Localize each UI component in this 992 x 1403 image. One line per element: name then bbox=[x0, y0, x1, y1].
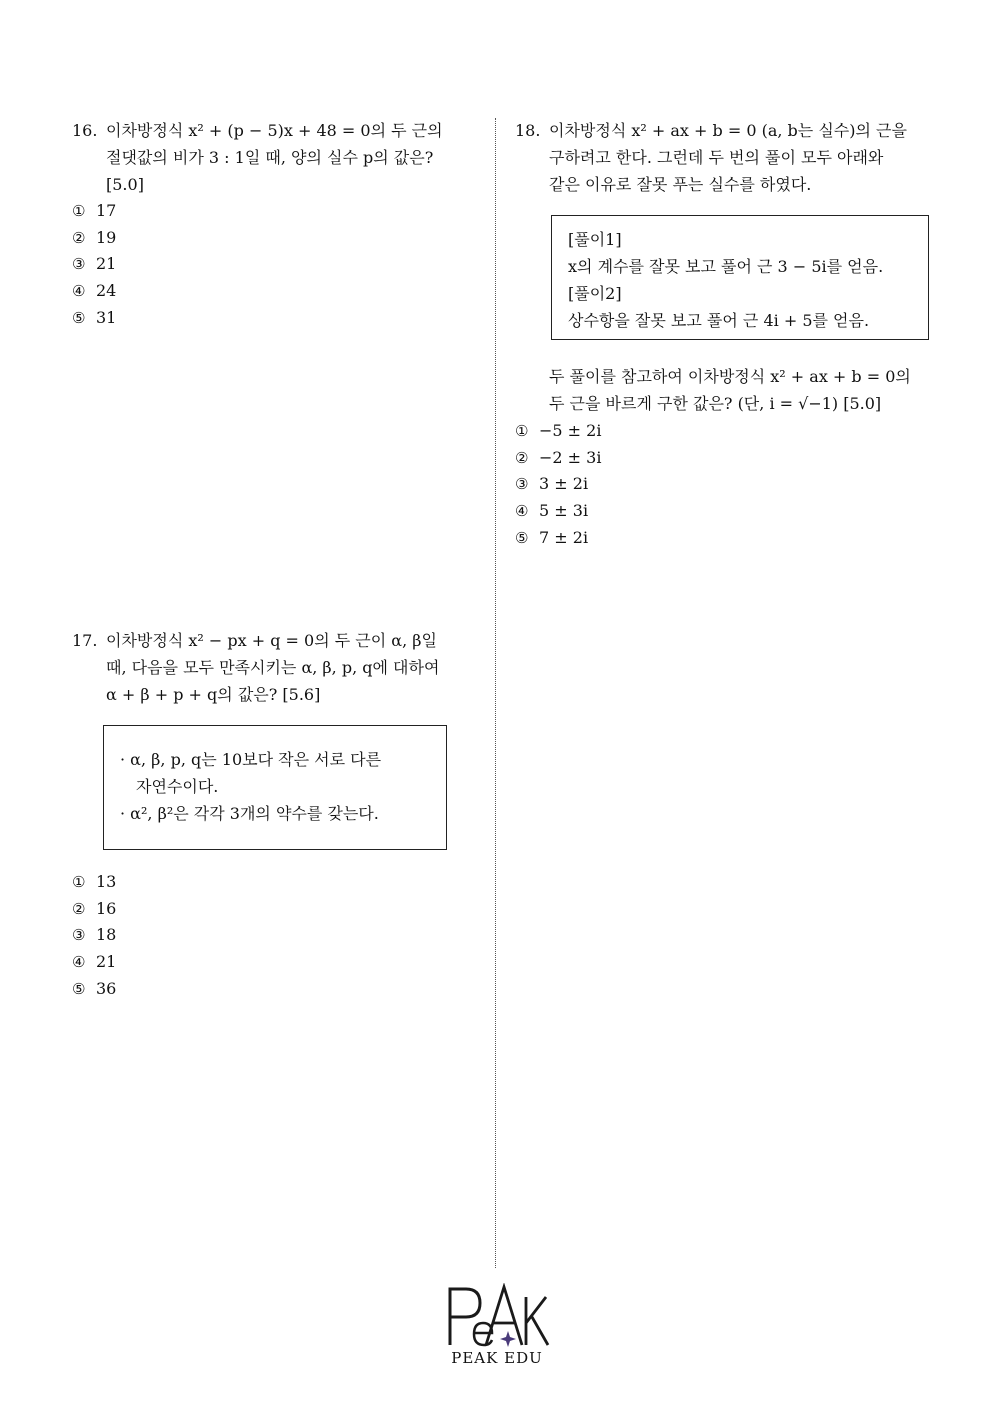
choice-marker: ① bbox=[515, 422, 529, 440]
choice-marker: ④ bbox=[72, 953, 86, 972]
stem-line: 절댓값의 비가 3 : 1일 때, 양의 실수 p의 값은? bbox=[106, 148, 434, 167]
stem-line: 두 근을 바르게 구한 값은? (단, i = √−1) [5.0] bbox=[549, 394, 882, 413]
choice-value: 3 ± 2i bbox=[539, 474, 589, 494]
choice-value: 31 bbox=[96, 307, 117, 327]
stem-line: [5.0] bbox=[106, 175, 144, 194]
choice-list bbox=[72, 869, 272, 1002]
question-18-followup bbox=[549, 363, 929, 417]
question-18 bbox=[515, 117, 925, 198]
choice-marker: ④ bbox=[72, 282, 86, 301]
choice-marker: ⑤ bbox=[515, 528, 529, 547]
choice-marker: ⑤ bbox=[72, 308, 86, 327]
choice-marker: ① bbox=[72, 202, 86, 220]
choice-value: −2 ± 3i bbox=[539, 447, 602, 467]
solution-box bbox=[551, 215, 929, 340]
choice-1[interactable] bbox=[72, 198, 472, 225]
choice-5[interactable] bbox=[72, 976, 272, 1003]
choice-value: 5 ± 3i bbox=[539, 501, 589, 521]
choice-value: 21 bbox=[96, 254, 117, 274]
choice-1[interactable] bbox=[515, 418, 715, 445]
choice-value: 13 bbox=[96, 872, 117, 891]
stem-line: 두 풀이를 참고하여 이차방정식 x² + ax + b = 0의 bbox=[549, 367, 911, 386]
question-16 bbox=[72, 117, 472, 331]
choice-value: 36 bbox=[96, 978, 117, 998]
choice-value: 17 bbox=[96, 201, 117, 220]
choice-3[interactable] bbox=[515, 471, 715, 498]
solution-line: x의 계수를 잘못 보고 풀어 근 3 − 5i를 얻음. bbox=[568, 257, 884, 276]
choice-marker: ③ bbox=[72, 926, 86, 945]
choice-5[interactable] bbox=[72, 305, 472, 332]
question-17 bbox=[72, 627, 477, 708]
choice-marker: ① bbox=[72, 873, 86, 891]
choice-value: 19 bbox=[96, 227, 117, 247]
question-stem bbox=[515, 117, 925, 198]
choice-1[interactable] bbox=[72, 869, 272, 896]
question-number: 17. bbox=[72, 631, 98, 650]
solution-line: [풀이1] bbox=[568, 230, 622, 249]
stem-line: 때, 다음을 모두 만족시키는 α, β, p, q에 대하여 bbox=[106, 658, 440, 677]
choice-2[interactable] bbox=[515, 445, 715, 472]
stem-line: 이차방정식 x² − px + q = 0의 두 근이 α, β일 bbox=[106, 631, 437, 650]
choice-3[interactable] bbox=[72, 922, 272, 949]
choice-value: 16 bbox=[96, 898, 117, 918]
question-18-choices bbox=[515, 418, 715, 551]
choice-list bbox=[72, 198, 472, 331]
choice-list bbox=[515, 418, 715, 551]
choice-value: 24 bbox=[96, 281, 117, 301]
choice-value: 21 bbox=[96, 952, 117, 972]
choice-marker: ④ bbox=[515, 502, 529, 521]
choice-value: −5 ± 2i bbox=[539, 421, 602, 440]
choice-marker: ③ bbox=[515, 475, 529, 494]
choice-value: 18 bbox=[96, 925, 117, 945]
choice-2[interactable] bbox=[72, 896, 272, 923]
condition-box bbox=[103, 725, 447, 850]
condition-item: · α, β, p, q는 10보다 작은 서로 다른 bbox=[120, 750, 382, 769]
choice-4[interactable] bbox=[72, 949, 272, 976]
choice-value: 7 ± 2i bbox=[539, 527, 589, 547]
choice-marker: ② bbox=[515, 448, 529, 467]
condition-item-cont: 자연수이다. bbox=[136, 777, 219, 796]
choice-marker: ② bbox=[72, 228, 86, 247]
peak-logo-mark bbox=[444, 1283, 550, 1347]
peak-edu-logo bbox=[444, 1283, 550, 1367]
choice-2[interactable] bbox=[72, 225, 472, 252]
condition-item: · α², β²은 각각 3개의 약수를 갖는다. bbox=[120, 804, 379, 823]
stem-line: 이차방정식 x² + (p − 5)x + 48 = 0의 두 근의 bbox=[106, 121, 443, 140]
choice-marker: ⑤ bbox=[72, 979, 86, 998]
choice-4[interactable] bbox=[72, 278, 472, 305]
question-number: 16. bbox=[72, 121, 98, 140]
stem-line: 같은 이유로 잘못 푸는 실수를 하였다. bbox=[549, 175, 812, 194]
question-stem bbox=[72, 117, 472, 198]
column-divider bbox=[495, 118, 496, 1268]
solution-line: 상수항을 잘못 보고 풀어 근 4i + 5를 얻음. bbox=[568, 311, 870, 330]
logo-text: PEAK EDU bbox=[451, 1349, 543, 1367]
choice-marker: ③ bbox=[72, 255, 86, 274]
stem-line: α + β + p + q의 값은? [5.6] bbox=[106, 685, 321, 704]
question-number: 18. bbox=[515, 121, 541, 140]
question-17-choices bbox=[72, 869, 272, 1002]
solution-line: [풀이2] bbox=[568, 284, 622, 303]
choice-4[interactable] bbox=[515, 498, 715, 525]
stem-line: 이차방정식 x² + ax + b = 0 (a, b는 실수)의 근을 bbox=[549, 121, 907, 140]
stem-line: 구하려고 한다. 그런데 두 번의 풀이 모두 아래와 bbox=[549, 148, 884, 167]
choice-marker: ② bbox=[72, 899, 86, 918]
choice-3[interactable] bbox=[72, 251, 472, 278]
choice-5[interactable] bbox=[515, 525, 715, 552]
question-stem bbox=[72, 627, 477, 708]
